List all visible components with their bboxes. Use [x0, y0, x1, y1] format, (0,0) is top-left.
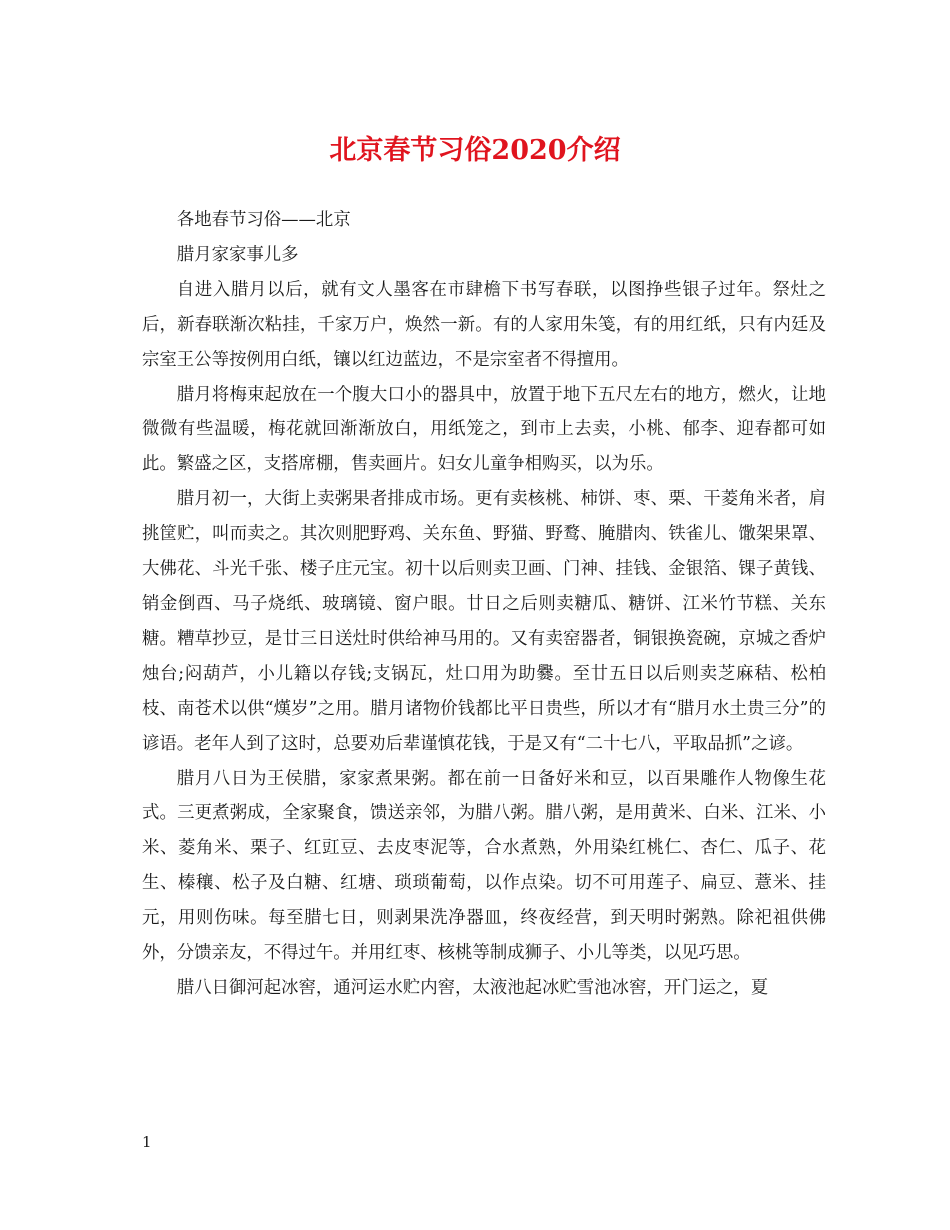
paragraph-region-heading: 各地春节习俗——北京: [176, 210, 351, 230]
paragraph-market-goods: 腊月初一，大街上卖粥果者排成市场。更有卖核桃、柿饼、枣、栗、干菱角米者，肩挑筐贮，叫而卖之。其次则肥野鸡、关东鱼、野猫、野鹜、腌腊肉、铁雀儿、馓架果罩、大佛花、斗光千张、楼子庄元宝。初十以后则卖卫画、门神、挂钱、金银箔、锞子黄钱、销金倒酉、马子烧纸、玻璃镜、窗户眼。廿日之后则卖糖瓜、糖饼、江米竹节糕、关东糖。糟草抄豆，是廿三日送灶时供给神马用的。又有卖窑器者，铜银换瓷碗，京城之香炉烛台;闷葫芦，小儿籍以存钱;支锅瓦，灶口用为助爨。至廿五日以后则卖芝麻秸、松柏枝、南苍术以供“熯岁”之用。腊月诸物价钱都比平日贵些，所以才有“腊月水土贵三分”的谚语。老年人到了这时，总要劝后辈谨慎花钱，于是又有“二十七八，平取品抓”之谚。: [142, 489, 826, 754]
paragraph-ice-cellar: 腊八日御河起冰窖，通河运水贮内窖，太液池起冰贮雪池冰窖，开门运之，夏: [176, 977, 769, 998]
paragraph-section-heading: 腊月家家事儿多: [176, 244, 299, 265]
document-title: 北京春节习俗2020介绍: [329, 135, 621, 166]
page-number: 1: [142, 1133, 152, 1151]
paragraph-couplets: 自进入腊月以后，就有文人墨客在市肆檐下书写春联，以图挣些银子过年。祭灶之后，新春联渐次粘挂，千家万户，焕然一新。有的人家用朱笺，有的用红纸，只有内廷及宗室王公等按例用白纸，镶以红边蓝边，不是宗室者不得擅用。: [142, 279, 826, 370]
paragraph-laba-porridge: 腊月八日为王侯腊，家家煮果粥。都在前一日备好米和豆，以百果雕作人物像生花式。三更煮粥成，全家聚食，馈送亲邻，为腊八粥。腊八粥，是用黄米、白米、江米、小米、菱角米、栗子、红豇豆、去皮枣泥等，合水煮熟，外用染红桃仁、杏仁、瓜子、花生、榛穰、松子及白糖、红塘、琐琐葡萄，以作点染。切不可用莲子、扁豆、薏米、挂元，用则伤味。每至腊七日，则剥果洗净器皿，终夜经营，到天明时粥熟。除祀祖供佛外，分馈亲友，不得过午。并用红枣、核桃等制成狮子、小儿等类，以见巧思。: [142, 768, 826, 964]
paragraph-plum-blossoms: 腊月将梅束起放在一个腹大口小的器具中，放置于地下五尺左右的地方，燃火，让地微微有些温暖，梅花就回渐渐放白，用纸笼之，到市上去卖，小桃、郁李、迎春都可如此。繁盛之区，支搭席棚，售卖画片。妇女儿童争相购买，以为乐。: [142, 384, 826, 475]
document-body: [142, 203, 826, 1006]
